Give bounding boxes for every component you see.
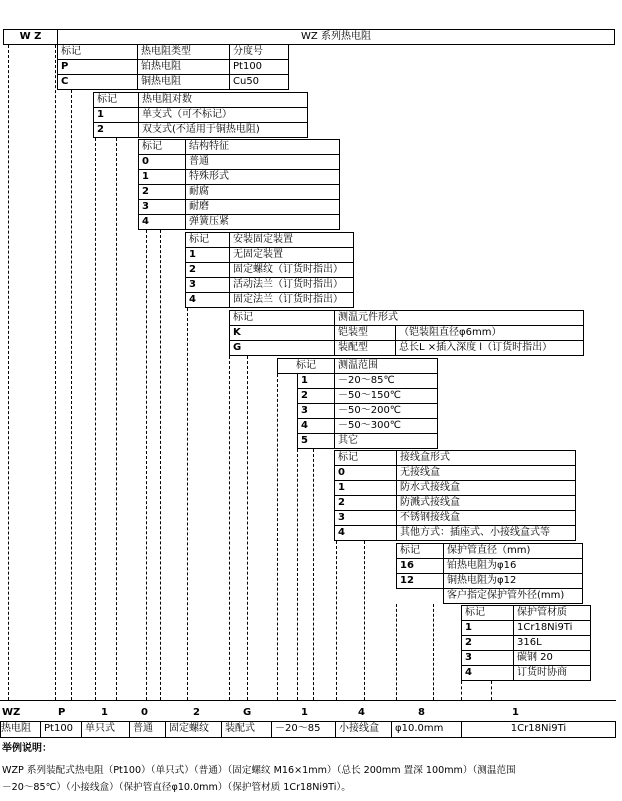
connector-line [160, 230, 161, 700]
sec6-desc: －50～300℃ [334, 418, 438, 434]
example-title: 举例说明： [2, 743, 52, 754]
example-code: 4 [358, 707, 365, 718]
connector-line [461, 681, 462, 700]
connector-line [277, 374, 278, 700]
example-code: 1 [512, 707, 519, 718]
connector-line [8, 45, 9, 700]
connector-line [313, 449, 314, 700]
sec3-mark: 3 [138, 199, 186, 215]
sec8-desc: 铜热电阻为φ12 [443, 573, 583, 589]
sec6-mark: 4 [297, 418, 335, 434]
sec3-head-mark: 标记 [138, 139, 186, 155]
sec9-desc: 订货时协商 [513, 665, 591, 681]
sec7-desc: 防水式接线盒 [396, 480, 576, 496]
sec6-mark: 3 [297, 403, 335, 419]
connector-line [187, 308, 188, 700]
sec1-mark: C [57, 74, 138, 90]
example-label: －20～85 [271, 721, 336, 738]
sec6-desc: 其它 [334, 433, 438, 449]
connector-line [364, 541, 365, 700]
sec1-head-type: 热电阻类型 [137, 44, 230, 60]
sec9-mark: 4 [461, 665, 514, 681]
sec4-mark: 1 [185, 247, 230, 263]
sec5-note: （铠装阻直径φ6mm） [395, 325, 584, 341]
sec5-mark: K [229, 325, 335, 341]
sec5-type: 装配型 [334, 340, 396, 356]
sec8-mark: 16 [396, 558, 444, 574]
sec9-mark: 1 [461, 620, 514, 636]
example-label: 单只式 [81, 721, 130, 738]
sec7-desc: 防溅式接线盒 [396, 495, 576, 511]
sec3-desc: 弹簧压紧 [185, 214, 340, 230]
sec7-head-desc: 接线盒形式 [396, 450, 576, 466]
sec1-mark: P [57, 59, 138, 75]
example-desc-line2: －20～85℃）（小接线盒）（保护管直径φ10.0mm）（保护管材质 1Cr18Ni9Ti）。 [2, 782, 351, 793]
code-cell: W Z [3, 29, 58, 45]
example-label: φ10.0mm [391, 721, 462, 738]
sec5-head-desc: 测温元件形式 [334, 310, 584, 326]
sec6-desc: －20～85℃ [334, 373, 438, 389]
sec8-head-desc: 保护管直径（mm) [443, 543, 583, 559]
example-code: WZ [2, 707, 21, 718]
connector-line [55, 45, 56, 700]
example-label: 固定螺纹 [165, 721, 222, 738]
connector-line [116, 138, 117, 700]
sec9-mark: 3 [461, 650, 514, 666]
sec2-head-mark: 标记 [93, 92, 139, 108]
sec6-mark: 5 [297, 433, 335, 449]
connector-line [336, 541, 337, 700]
sec7-desc: 其他方式：插座式、小接线盒式等 [396, 525, 576, 541]
sec1-index: Pt100 [229, 59, 289, 75]
sec8-extra: 客户指定保护管外径(mm) [443, 588, 583, 604]
sec6-mark: 1 [297, 373, 335, 389]
sec4-desc: 固定螺纹（订货时指出） [229, 262, 354, 278]
sec3-desc: 普通 [185, 154, 340, 170]
sec8-head-mark: 标记 [396, 543, 444, 559]
sec6-mark: 2 [297, 388, 335, 404]
sec1-head-mark: 标记 [57, 44, 138, 60]
sec4-mark: 3 [185, 277, 230, 293]
page-title: WZ 系列热电阻 [57, 29, 615, 45]
example-label: 装配式 [221, 721, 272, 738]
sec2-desc: 双支式(不适用于铜热电阻) [138, 122, 308, 138]
sec3-desc: 特殊形式 [185, 169, 340, 185]
sec9-desc: 1Cr18Ni9Ti [513, 620, 591, 636]
sec4-desc: 固定法兰（订货时指出） [229, 292, 354, 308]
sec3-mark: 2 [138, 184, 186, 200]
sec7-mark: 1 [334, 480, 397, 496]
sec1-type: 铂热电阻 [137, 59, 230, 75]
sec6-head-mark: 标记 [277, 358, 335, 374]
sec7-mark: 3 [334, 510, 397, 526]
example-code: 1 [301, 707, 308, 718]
sec7-head-mark: 标记 [334, 450, 397, 466]
sec6-desc: －50～200℃ [334, 403, 438, 419]
example-code: P [58, 707, 66, 718]
sec1-type: 铜热电阻 [137, 74, 230, 90]
sec6-head-desc: 测温范围 [334, 358, 438, 374]
sec3-mark: 0 [138, 154, 186, 170]
example-code: 2 [193, 707, 200, 718]
connector-line [247, 356, 248, 700]
connector-line [491, 681, 492, 700]
row-line [0, 700, 616, 701]
sec4-desc: 活动法兰（订货时指出） [229, 277, 354, 293]
sec8-desc: 铂热电阻为φ16 [443, 558, 583, 574]
sec9-desc: 316L [513, 635, 591, 651]
sec5-note: 总长L ×插入深度 l（订货时指出） [395, 340, 584, 356]
connector-line [297, 449, 298, 700]
sec5-mark: G [229, 340, 335, 356]
connector-line [396, 604, 397, 700]
sec9-head-desc: 保护管材质 [513, 605, 591, 621]
sec7-desc: 无接线盒 [396, 465, 576, 481]
example-label: 热电阻 [0, 721, 41, 738]
sec2-desc: 单支式（可不标记） [138, 107, 308, 123]
sec7-mark: 0 [334, 465, 397, 481]
sec7-mark: 2 [334, 495, 397, 511]
connector-line [95, 138, 96, 700]
sec7-desc: 不锈钢接线盒 [396, 510, 576, 526]
example-code: 0 [141, 707, 148, 718]
sec4-head-mark: 标记 [185, 232, 230, 248]
sec2-mark: 2 [93, 122, 139, 138]
sec4-head-desc: 安装固定装置 [229, 232, 354, 248]
sec2-mark: 1 [93, 107, 139, 123]
sec1-index: Cu50 [229, 74, 289, 90]
sec4-mark: 2 [185, 262, 230, 278]
connector-line [229, 356, 230, 700]
example-label: 普通 [129, 721, 166, 738]
sec2-head-desc: 热电阻对数 [138, 92, 308, 108]
example-code: G [243, 707, 252, 718]
sec4-mark: 4 [185, 292, 230, 308]
example-label: 小接线盒 [335, 721, 392, 738]
example-label: 1Cr18Ni9Ti [461, 721, 616, 738]
example-desc-line1: WZP 系列装配式热电阻（Pt100）（单只式）（普通）（固定螺纹 M16×1mm）（总长 200mm 置深 100mm）（测温范围 [2, 765, 516, 776]
sec9-desc: 碳钢 20 [513, 650, 591, 666]
sec3-head-desc: 结构特征 [185, 139, 340, 155]
connector-line [71, 90, 72, 700]
sec3-mark: 4 [138, 214, 186, 230]
connector-line [146, 230, 147, 700]
connector-line [433, 604, 434, 700]
sec3-desc: 耐腐 [185, 184, 340, 200]
sec5-head-mark: 标记 [229, 310, 335, 326]
example-code: 1 [101, 707, 108, 718]
sec4-desc: 无固定装置 [229, 247, 354, 263]
sec6-desc: －50～150℃ [334, 388, 438, 404]
sec1-head-index: 分度号 [229, 44, 289, 60]
sec9-mark: 2 [461, 635, 514, 651]
sec7-mark: 4 [334, 525, 397, 541]
sec8-mark: 12 [396, 573, 444, 589]
sec3-mark: 1 [138, 169, 186, 185]
example-code: 8 [418, 707, 425, 718]
sec9-head-mark: 标记 [461, 605, 514, 621]
example-label: Pt100 [40, 721, 82, 738]
sec3-desc: 耐磨 [185, 199, 340, 215]
sec5-type: 铠装型 [334, 325, 396, 341]
